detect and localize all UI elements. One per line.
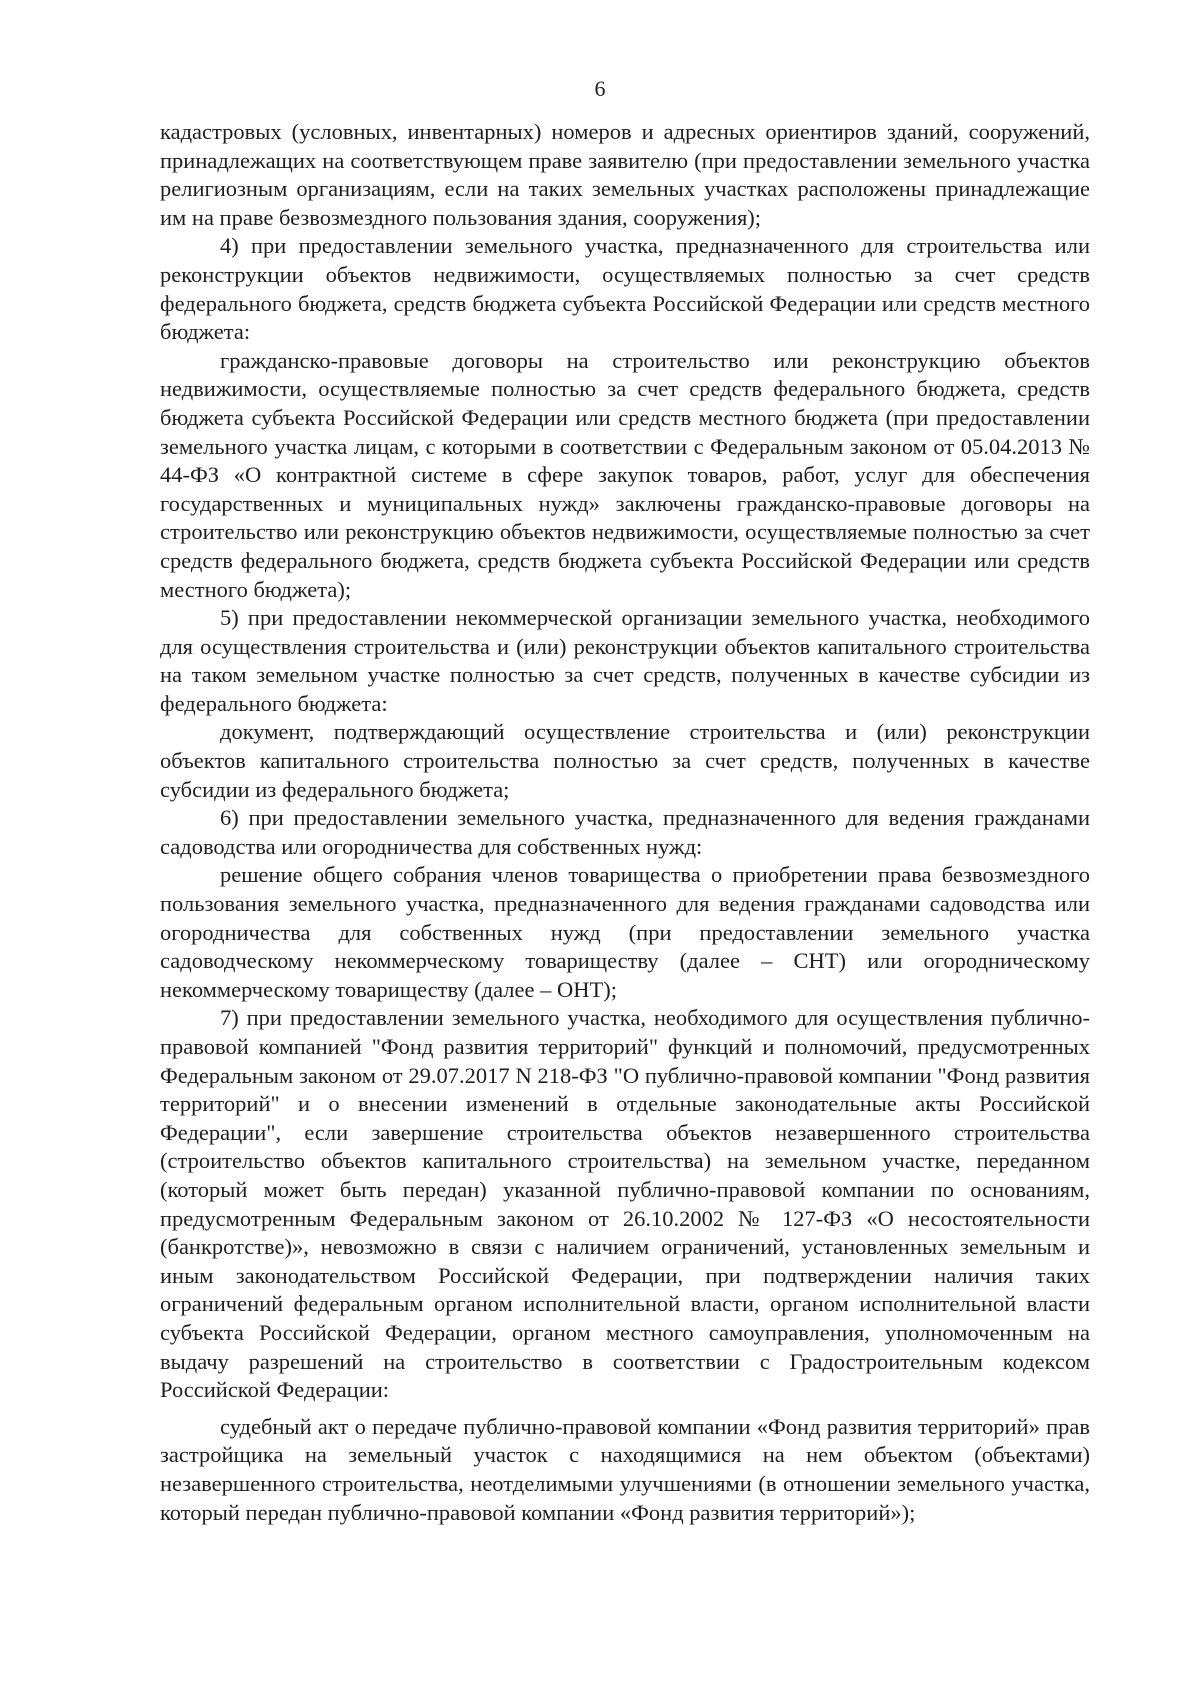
- page-number: 6: [594, 76, 606, 101]
- paragraph-item-5-document: документ, подтверждающий осуществление строительства и (или) реконструкции объектов капитального строительства полностью за счет средств, полученных в качестве субсидии из федерального бюджета;: [160, 719, 1090, 802]
- paragraph-item-4: 4) при предоставлении земельного участка, предназначенного для строительства или реконструкции объектов недвижимости, осуществляемых полностью за счет средств федерального бюджета, средств бюджета субъекта Российской Федерации или средств местного бюджета:: [160, 233, 1090, 345]
- document-body: [160, 118, 1090, 1527]
- paragraph-item-4-document: гражданско-правовые договоры на строительство или реконструкцию объектов недвижимости, осуществляемые полностью за счет средств федерального бюджета, средств бюджета субъекта Российской Федерации или средств местного бюджета (при предоставлении земельного участка лицам, с которыми в соответствии с Федеральным законом от 05.04.2013 № 44-ФЗ «О контрактной системе в сфере закупок товаров, работ, услуг для обеспечения государственных и муниципальных нужд» заключены гражданско-правовые договоры на строительство или реконструкцию объектов недвижимости, осуществляемые полностью за счет средств федерального бюджета, средств бюджета субъекта Российской Федерации или средств местного бюджета);: [160, 347, 1090, 602]
- paragraph-item-5: 5) при предоставлении некоммерческой организации земельного участка, необходимого для осуществления строительства и (или) реконструкции объектов капитального строительства на таком земельном участке полностью за счет средств, полученных в качестве субсидии из федерального бюджета:: [160, 605, 1090, 716]
- paragraph-continuation: кадастровых (условных, инвентарных) номеров и адресных ориентиров зданий, сооружений, принадлежащих на соответствующем праве заявителю (при предоставлении земельного участка религиозным организациям, если на таких земельных участках расположены принадлежащие им на праве безвозмездного пользования здания, сооружения);: [160, 119, 1090, 230]
- paragraph-item-6-document: решение общего собрания членов товарищества о приобретении права безвозмездного пользования земельного участка, предназначенного для ведения гражданами садоводства или огородничества для собственных нужд (при предоставлении земельного участка садоводческому некоммерческому товариществу (далее – СНТ) или огородническому некоммерческому товариществу (далее – ОНТ);: [160, 862, 1090, 1002]
- paragraph-item-7-document: судебный акт о передаче публично-правовой компании «Фонд развития территорий» прав застройщика на земельный участок с находящимися на нем объектом (объектами) незавершенного строительства, неотделимыми улучшениями (в отношении земельного участка, который передан публично-правовой компании «Фонд развития территорий»);: [160, 1413, 1090, 1525]
- paragraph-item-7: 7) при предоставлении земельного участка, необходимого для осуществления публично-правовой компанией "Фонд развития территорий" функций и полномочий, предусмотренных Федеральным законом от 29.07.2017 N 218-ФЗ "О публично-правовой компании "Фонд развития территорий" и о внесении изменений в отдельные законодательные акты Российской Федерации", если завершение строительства объектов незавершенного строительства (строительство объектов капитального строительства) на земельном участке, переданном (который может быть передан) указанной публично-правовой компании по основаниям, предусмотренным Федеральным законом от 26.10.2002 № 127-ФЗ «О несостоятельности (банкротстве)», невозможно в связи с наличием ограничений, установленных земельным и иным законодательством Российской Федерации, при подтверждении наличия таких ограничений федеральным органом исполнительной власти, органом исполнительной власти субъекта Российской Федерации, органом местного самоуправления, уполномоченным на выдачу разрешений на строительство в соответствии с Градостроительным кодексом Российской Федерации:: [160, 1005, 1090, 1403]
- paragraph-item-6: 6) при предоставлении земельного участка, предназначенного для ведения гражданами садоводства или огородничества для собственных нужд:: [160, 805, 1090, 859]
